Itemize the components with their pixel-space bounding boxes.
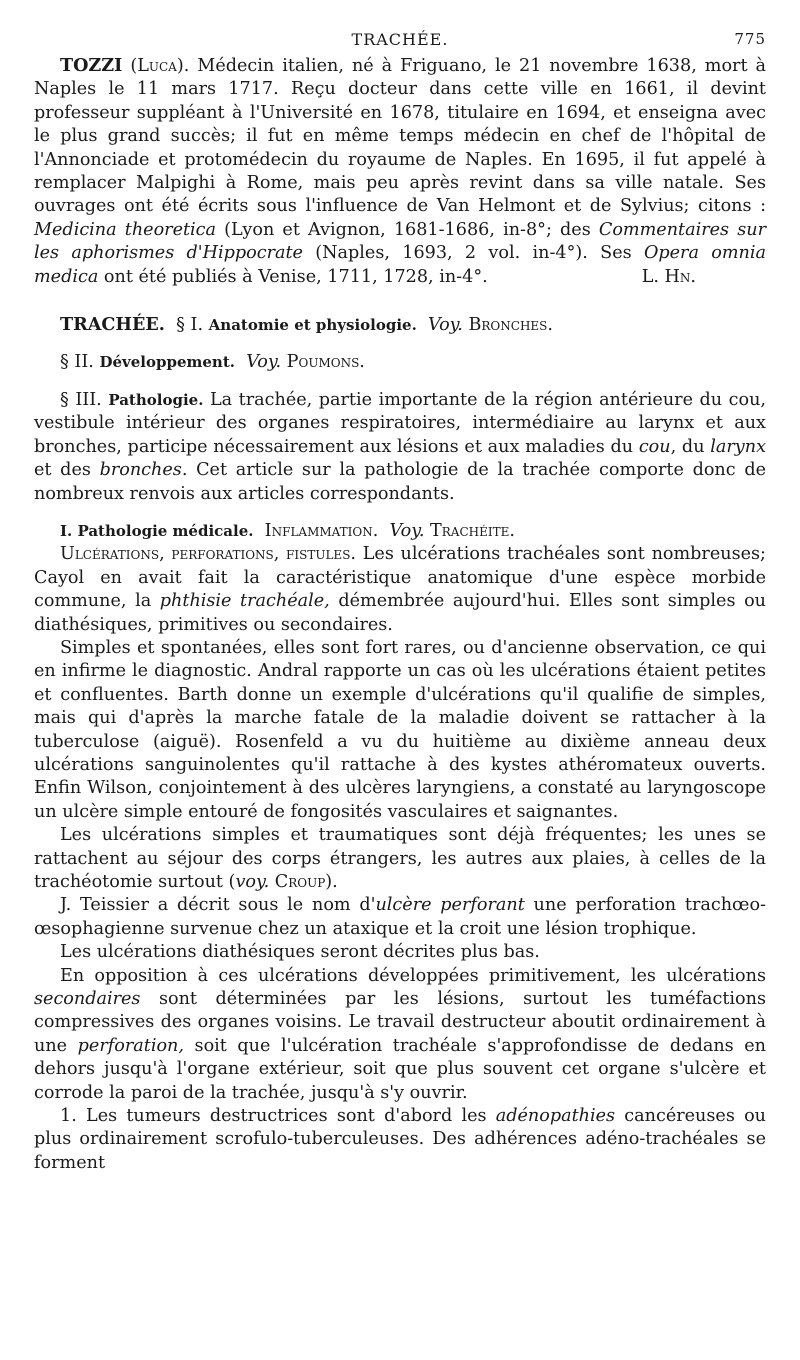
section-3-cou: cou [638, 436, 671, 457]
patho-medicale-label: I. Pathologie médicale. [60, 521, 254, 540]
tozzi-text-4: ont été publiés à Venise, 1711, 1728, in-4°. [98, 266, 488, 287]
tumeurs-text-2: cancéreuses ou plus ordinairement scrofulo-tuberculeuses. Des adhérences adéno-trachéales se forment [34, 1106, 767, 1173]
teissier-text-2: une perforation trachœo-œsophagienne survenue chez un ataxique et la croit une lésion trophique. [34, 895, 766, 939]
running-title: TRACHÉE. [351, 30, 449, 49]
paragraph-secondaires [34, 965, 766, 1105]
trachee-ref-1: Bronches. [468, 315, 553, 336]
secondaires-text-2: sont déterminées par les lésions, surtout les tuméfactions compressives des organes voisins. Le travail destructeur aboutit ordinairement à une [34, 989, 766, 1056]
trachee-subtitle-1: Anatomie et physiologie. [208, 316, 417, 335]
trachee-section-1: § I. [176, 315, 204, 336]
teissier-term: ulcère perforant [375, 895, 525, 916]
trauma-text-2: ). [325, 872, 338, 892]
tozzi-work-3: Opera omnia medica [34, 243, 766, 287]
trauma-ref: Croup [274, 872, 326, 892]
paragraph-pathologie [34, 389, 766, 506]
section-3-text-1: La trachée, partie importante de la région antérieure du cou, vestibule intérieur des organes respiratoires, intermédiaire au larynx et aux bronches, participe nécessairement aux lésions et aux maladies du [34, 389, 767, 457]
tumeurs-text-1: 1. Les tumeurs destructrices sont d'abord les [60, 1106, 496, 1127]
tozzi-name: TOZZI [60, 55, 123, 76]
tumeurs-term: adénopathies [495, 1106, 616, 1127]
heading-developpement [34, 351, 766, 374]
ulcerations-label: Ulcérations, perforations, fistules. [60, 544, 357, 565]
section-2-number: § II. [60, 352, 94, 373]
secondaires-text-1: En opposition à ces ulcérations développées primitivement, les ulcérations [60, 965, 766, 986]
ulcerations-text-1: Les ulcérations trachéales sont nombreuses; Cayol en avait fait la caractéristique anatomique d'une espèce morbide commune, la [34, 544, 766, 612]
tozzi-firstname: (Luca). [130, 56, 190, 76]
trauma-text-1: Les ulcérations simples et traumatiques sont déjà fréquentes; les unes se rattachent au séjour des corps étrangers, les autres aux plaies, à celles de la trachéotomie surtout ( [34, 825, 766, 892]
author-signature: L. Hn. [641, 266, 696, 287]
running-header [34, 26, 766, 54]
patho-medicale-voy: Voy. [389, 520, 425, 541]
ulcerations-phthisie: phthisie trachéale, [159, 591, 330, 612]
paragraph-tozzi [34, 54, 766, 289]
paragraph-simples: Simples et spontanées, elles sont fort rares, ou d'ancienne observation, ce qui en infirme le diagnostic. Andral rapporte un cas où les ulcérations étaient petites et confluentes. Barth donne un exemple d'ulcérations qu'il qualifie de simples, mais qui d'après la marche fatale de la maladie doivent se rattacher à la tuberculose (aiguë). Rosenfeld a vu du huitième au dixième anneau deux ulcérations sanguinolentes qu'il rattache à des kystes athéromateux ouverts. Enfin Wilson, conjointement à des ulcères laryngiens, a constaté au laryngoscope un ulcère simple entouré de fongosités vasculaires et saignantes. [34, 637, 766, 822]
paragraph-teissier [34, 894, 766, 941]
section-2-title: Développement. [99, 353, 235, 372]
section-3-title: Pathologie. [108, 390, 204, 409]
section-3-number: § III. [60, 389, 102, 410]
heading-pathologie-medicale [34, 520, 766, 543]
section-2-ref: Poumons. [286, 352, 365, 373]
section-3-text-4: . Cet article sur la pathologie de la trachée comporte donc de nombreux renvois aux articles correspondants. [34, 460, 766, 504]
patho-medicale-ref: Trachéite. [430, 520, 515, 541]
secondaires-text-3: soit que l'ulcération trachéale s'approfondisse de dedans en dehors jusqu'à l'organe extérieur, soit que plus souvent cet organe s'ulcère et corrode la paroi de la trachée, jusqu'à s'y ouvrir. [34, 1035, 767, 1103]
trachee-word: TRACHÉE. [60, 314, 165, 336]
teissier-text-1: J. Teissier a décrit sous le nom d' [60, 895, 376, 916]
section-3-bronches: bronches [99, 460, 182, 481]
page [34, 26, 766, 1175]
paragraph-tumeurs [34, 1105, 766, 1175]
section-3-text-2: , du [670, 436, 711, 457]
tozzi-text-2: (Lyon et Avignon, 1681-1686, in-8°; des [216, 219, 599, 240]
tozzi-text-3: (Naples, 1693, 2 vol. in-4°). Ses [302, 243, 644, 264]
trachee-voy-1: Voy. [427, 315, 463, 336]
section-3-larynx: larynx [710, 436, 766, 457]
heading-trachee [34, 313, 766, 337]
tozzi-work-2: Commentaires sur les aphorismes d'Hippocrate [34, 219, 766, 264]
trauma-voy: voy. [235, 872, 270, 892]
page-number: 775 [734, 30, 766, 48]
paragraph-diathesiques: Les ulcérations diathésiques seront décrites plus bas. [60, 942, 540, 963]
paragraph-traumatiques [34, 824, 766, 894]
ulcerations-text-2: démembrée aujourd'hui. Elles sont simples ou diathésiques, primitives ou secondaires. [34, 591, 766, 635]
secondaires-term-2: perforation, [77, 1035, 184, 1056]
tozzi-text-1: Médecin italien, né à Friguano, le 21 novembre 1638, mort à Naples le 11 mars 1717. Reçu docteur dans cette ville en 1661, il devint professeur suppléant à l'Université en 1678, titulaire en 1694, et enseigna avec le plus grand succès; il fut en même temps médecin en chef de l'hôpital de l'Annonciade et protomédecin du royaume de Naples. En 1695, il fut appelé à remplacer Malpighi à Rome, mais peu après revint dans sa ville natale. Ses ouvrages ont été écrits sous l'influence de Van Helmont et de Sylvius; citons : [34, 56, 767, 217]
paragraph-ulcerations [34, 543, 766, 637]
section-2-voy: Voy. [246, 352, 282, 373]
tozzi-work-1: Medicina theoretica [34, 219, 217, 240]
patho-medicale-infl: Inflammation. [264, 520, 379, 541]
section-3-text-3: et des [34, 460, 100, 481]
secondaires-term: secondaires [34, 989, 141, 1010]
